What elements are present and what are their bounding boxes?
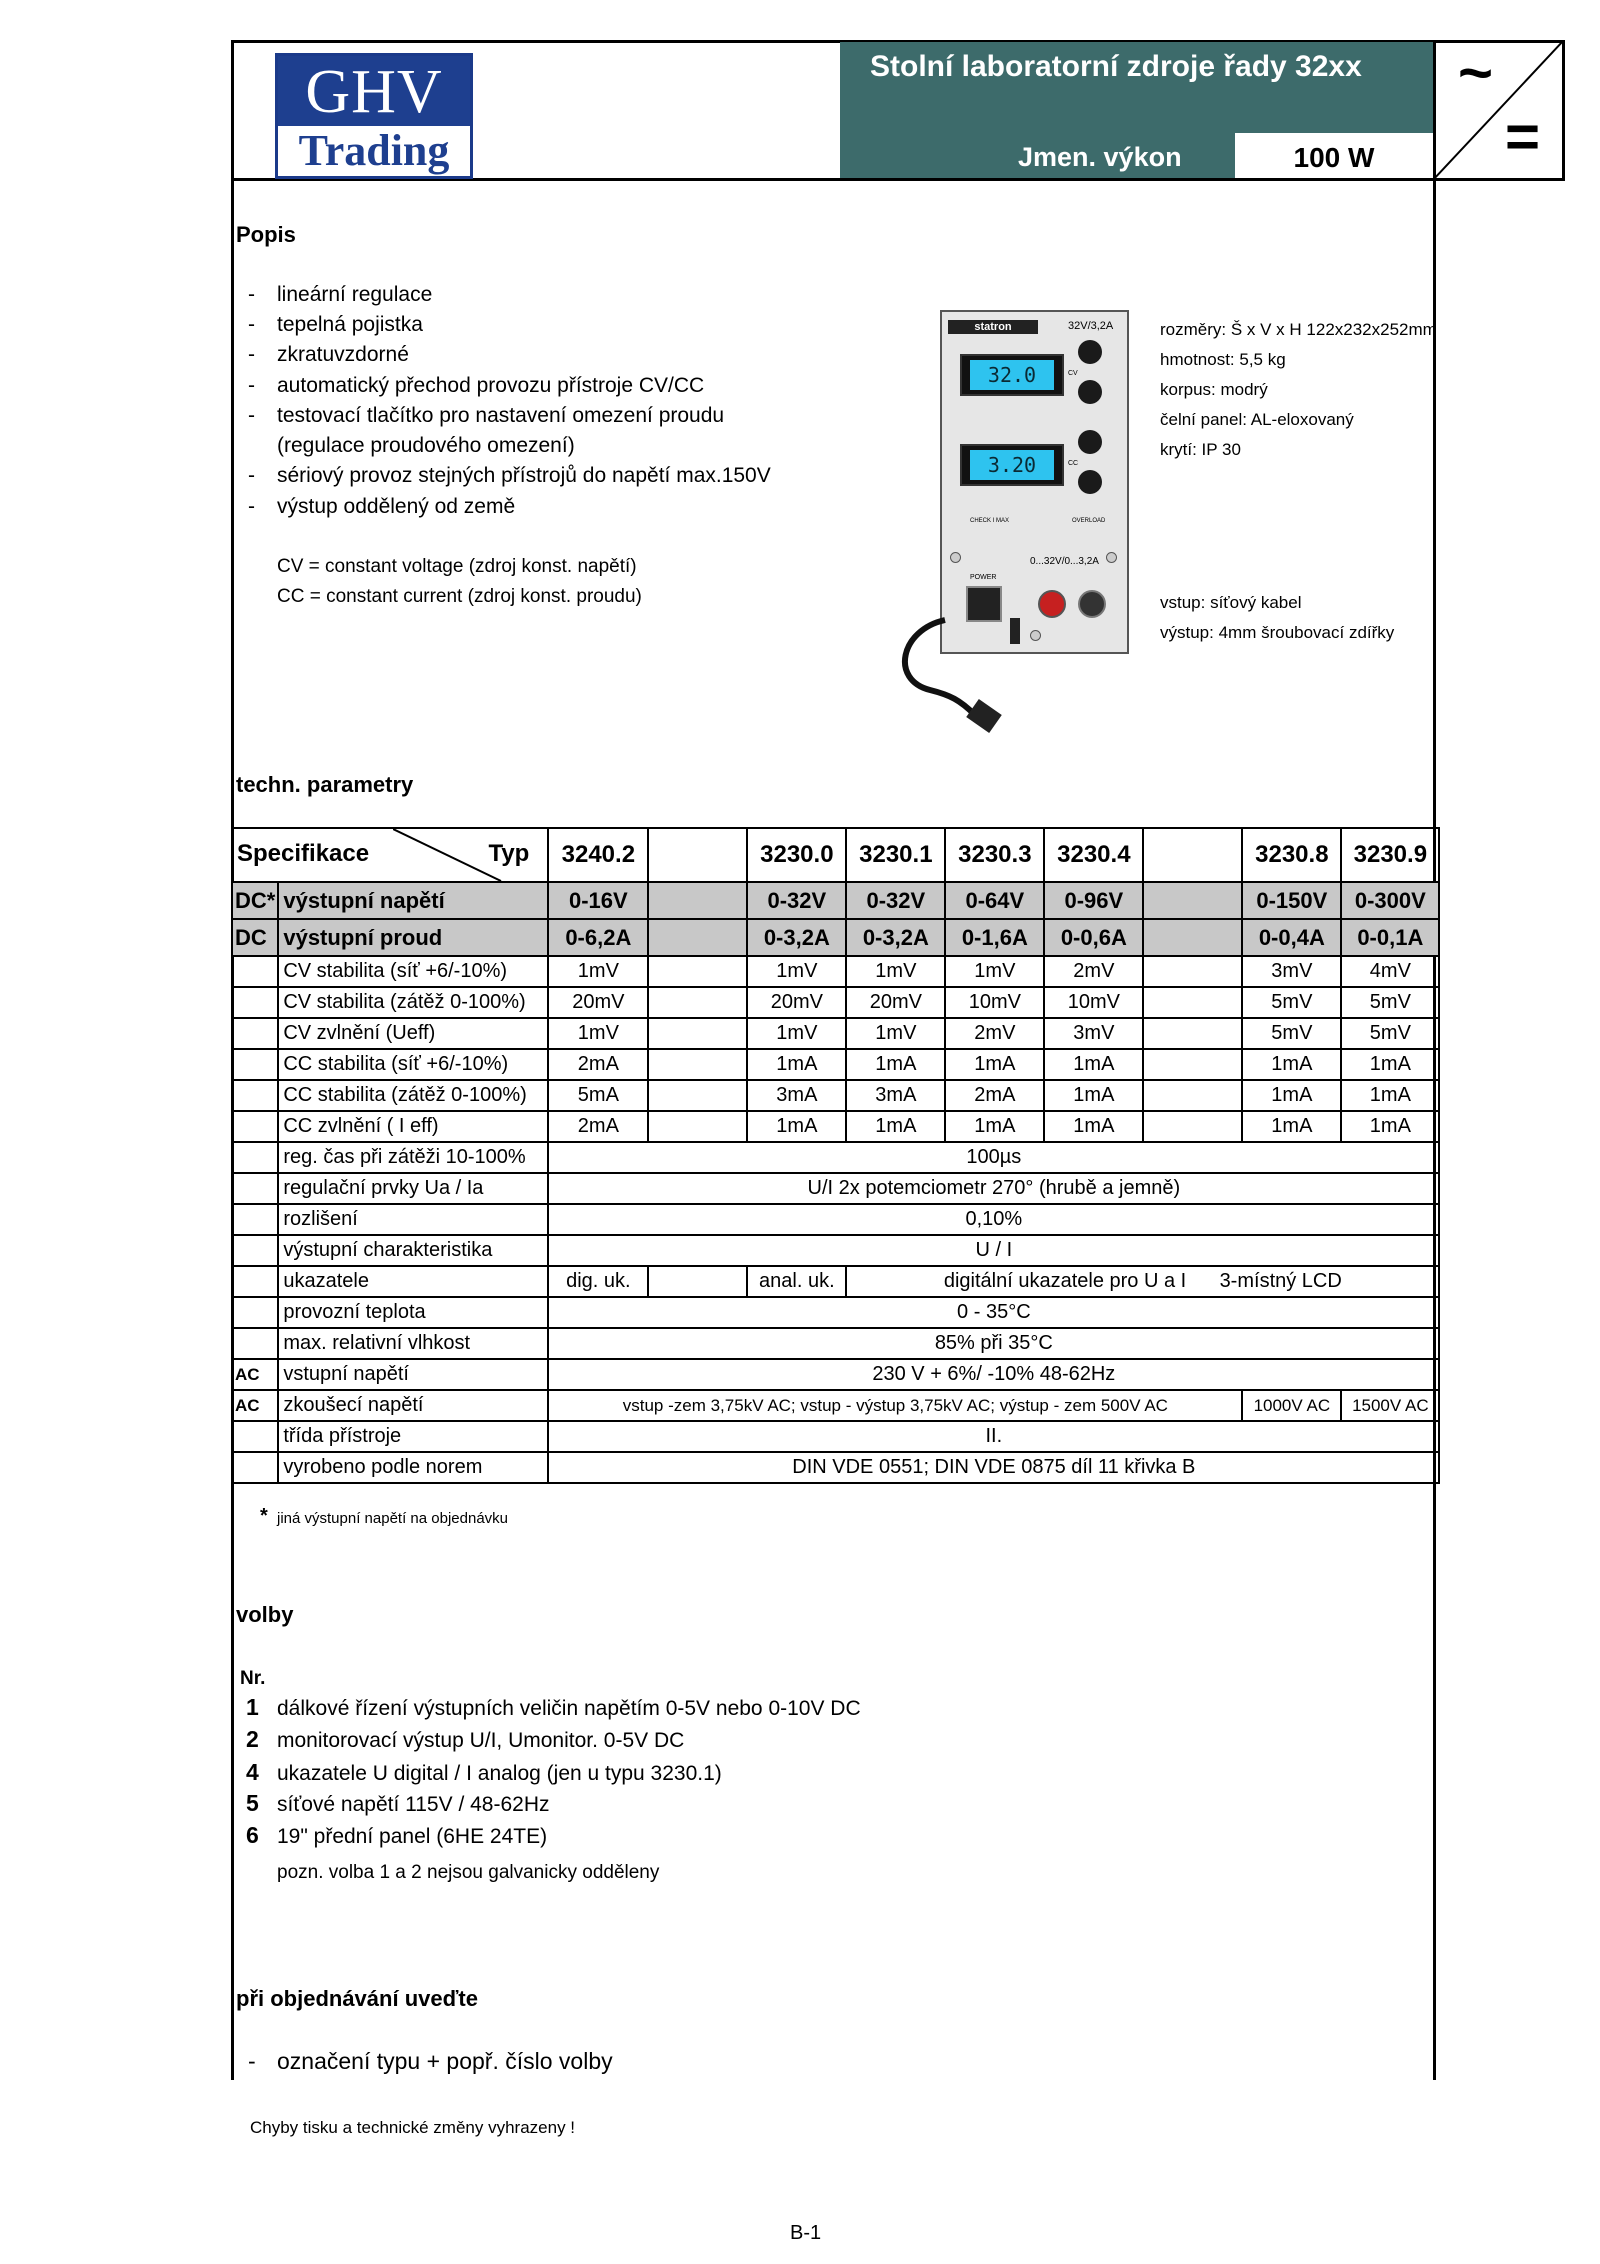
table-cell xyxy=(1143,1049,1242,1080)
cv-note: CV = constant voltage (zdroj konst. napětí) xyxy=(277,556,637,577)
table-cell: 0-32V xyxy=(846,882,945,919)
footnote-text: jiná výstupní napětí na objednávku xyxy=(277,1510,508,1527)
bullet: - xyxy=(248,283,255,306)
list-item: testovací tlačítko pro nastavení omezení proudu xyxy=(277,404,725,427)
table-cell: U / I xyxy=(548,1235,1439,1266)
row-tag xyxy=(232,1173,278,1204)
table-cell: 3mV xyxy=(1044,1018,1143,1049)
row-label: výstupní proud xyxy=(278,919,548,956)
table-cell: 0-300V xyxy=(1341,882,1439,919)
table-cell: 0-150V xyxy=(1242,882,1341,919)
table-row xyxy=(232,1235,1439,1266)
table-cell: 1mV xyxy=(945,956,1044,987)
table-cell xyxy=(648,1111,747,1142)
check-label: CHECK I MAX xyxy=(970,518,1010,524)
table-cell: 1500V AC xyxy=(1341,1390,1439,1421)
prop-weight: hmotnost: 5,5 kg xyxy=(1160,350,1286,369)
row-tag: AC xyxy=(232,1390,278,1421)
table-cell: 0 - 35°C xyxy=(548,1297,1439,1328)
prop-dimensions: rozměry: Š x V x H 122x232x252mm xyxy=(1160,320,1437,339)
nr-label: Nr. xyxy=(240,1668,266,1689)
screw-icon xyxy=(1106,552,1117,563)
table-cell xyxy=(648,1266,747,1297)
row-label: CV zvlnění (Ueff) xyxy=(278,1018,548,1049)
table-cell: 1mA xyxy=(846,1049,945,1080)
overload-label: OVERLOAD xyxy=(1072,518,1106,524)
table-cell: U/I 2x potemciometr 270° (hrubě a jemně) xyxy=(548,1173,1439,1204)
logo-top-text: GHV xyxy=(278,56,470,126)
table-cell: 2mA xyxy=(548,1049,648,1080)
list-item: tepelná pojistka xyxy=(277,313,423,336)
page-number: B-1 xyxy=(790,2222,822,2244)
table-cell: 5mV xyxy=(1341,1018,1439,1049)
minus-terminal xyxy=(1078,590,1106,618)
table-cell xyxy=(1143,987,1242,1018)
table-cell: 1mA xyxy=(945,1111,1044,1142)
ac-dc-diagonal xyxy=(1433,40,1565,181)
disclaimer: Chyby tisku a technické změny vyhrazeny ! xyxy=(250,2118,576,2137)
type-cell: 3240.2 xyxy=(548,828,648,882)
bullet: - xyxy=(248,313,255,336)
table-row xyxy=(232,987,1439,1018)
table-cell: 20mV xyxy=(548,987,648,1018)
table-cell: 0-32V xyxy=(747,882,846,919)
table-cell: 0-0,6A xyxy=(1044,919,1143,956)
bullet: - xyxy=(248,343,255,366)
table-cell: 10mV xyxy=(1044,987,1143,1018)
row-tag xyxy=(232,1111,278,1142)
type-cell: 3230.9 xyxy=(1341,828,1439,882)
bullet: - xyxy=(248,404,255,427)
row-tag: DC xyxy=(232,919,278,956)
current-readout: 3.20 xyxy=(970,450,1054,480)
table-cell: 1mA xyxy=(1341,1111,1439,1142)
row-label: zkoušecí napětí xyxy=(278,1390,548,1421)
row-label: ukazatele xyxy=(278,1266,548,1297)
table-cell: 1mA xyxy=(1242,1111,1341,1142)
table-cell: 5mV xyxy=(1242,1018,1341,1049)
power-cord-icon xyxy=(890,610,1040,740)
option-text: monitorovací výstup U/I, Umonitor. 0-5V DC xyxy=(277,1729,685,1752)
table-cell: 1mV xyxy=(548,1018,648,1049)
spec-table xyxy=(231,827,1440,1484)
voltage-readout: 32.0 xyxy=(970,360,1054,390)
spec-label: Specifikace xyxy=(237,840,370,867)
table-cell: 1mA xyxy=(1242,1080,1341,1111)
type-cell: 3230.0 xyxy=(747,828,846,882)
table-row xyxy=(232,882,1439,919)
table-row xyxy=(232,1297,1439,1328)
table-row xyxy=(232,1049,1439,1080)
table-cell: 1mA xyxy=(1044,1080,1143,1111)
cc-led-label: CC xyxy=(1068,460,1079,467)
order-text: označení typu + popř. číslo volby xyxy=(277,2048,613,2074)
table-cell: 1mA xyxy=(1341,1080,1439,1111)
row-tag xyxy=(232,1018,278,1049)
table-cell: II. xyxy=(548,1421,1439,1452)
cc-note: CC = constant current (zdroj konst. proudu) xyxy=(277,586,642,607)
table-row xyxy=(232,1359,1439,1390)
table-row xyxy=(232,1452,1439,1483)
row-label: CV stabilita (síť +6/-10%) xyxy=(278,956,548,987)
table-cell: 1mA xyxy=(945,1049,1044,1080)
table-cell xyxy=(1143,1080,1242,1111)
table-cell: 2mA xyxy=(945,1080,1044,1111)
table-cell: 5mV xyxy=(1341,987,1439,1018)
current-knob-coarse xyxy=(1078,430,1102,454)
table-cell xyxy=(1143,882,1242,919)
table-cell: dig. uk. xyxy=(548,1266,648,1297)
table-cell: 2mV xyxy=(1044,956,1143,987)
row-label: rozlišení xyxy=(278,1204,548,1235)
table-cell: 0-0,1A xyxy=(1341,919,1439,956)
table-cell: 0-1,6A xyxy=(945,919,1044,956)
table-row xyxy=(232,1328,1439,1359)
row-tag xyxy=(232,1204,278,1235)
table-cell: digitální ukazatele pro U a I 3-místný LCD xyxy=(846,1266,1439,1297)
bullet: - xyxy=(248,464,255,487)
power-label: Jmen. výkon xyxy=(1018,142,1182,172)
type-cell: 3230.4 xyxy=(1044,828,1143,882)
row-tag xyxy=(232,1297,278,1328)
option-text: síťové napětí 115V / 48-62Hz xyxy=(277,1793,550,1816)
power-button-label: POWER xyxy=(970,574,997,581)
document-title: Stolní laboratorní zdroje řady 32xx xyxy=(870,50,1362,83)
list-item: sériový provoz stejných přístrojů do napětí max.150V xyxy=(277,464,771,487)
row-tag xyxy=(232,987,278,1018)
option-text: 19" přední panel (6HE 24TE) xyxy=(277,1825,548,1848)
row-tag xyxy=(232,1080,278,1111)
prop-cover: krytí: IP 30 xyxy=(1160,440,1241,459)
table-cell xyxy=(648,1080,747,1111)
table-cell: 1mV xyxy=(846,1018,945,1049)
footnote-star: * xyxy=(260,1505,268,1527)
table-row xyxy=(232,1421,1439,1452)
plus-terminal xyxy=(1038,590,1066,618)
dc-symbol: = xyxy=(1505,103,1541,170)
table-cell: 3mV xyxy=(1242,956,1341,987)
option-number: 6 xyxy=(246,1822,259,1848)
type-cell: 3230.3 xyxy=(945,828,1044,882)
list-item: lineární regulace xyxy=(277,283,433,306)
table-cell: 1mV xyxy=(747,1018,846,1049)
table-row xyxy=(232,1111,1439,1142)
order-bullet: - xyxy=(248,2048,256,2074)
table-cell: 0-3,2A xyxy=(747,919,846,956)
table-cell: 230 V + 6%/ -10% 48-62Hz xyxy=(548,1359,1439,1390)
table-cell xyxy=(648,1049,747,1080)
logo-bottom-text: Trading xyxy=(298,126,450,175)
type-cell xyxy=(1143,828,1242,882)
table-cell: 5mA xyxy=(548,1080,648,1111)
row-label: CC stabilita (zátěž 0-100%) xyxy=(278,1080,548,1111)
list-item: (regulace proudového omezení) xyxy=(277,434,575,457)
row-tag xyxy=(232,1049,278,1080)
prop-input: vstup: síťový kabel xyxy=(1160,593,1302,612)
row-tag xyxy=(232,956,278,987)
list-item: automatický přechod provozu přístroje CV/CC xyxy=(277,374,705,397)
row-tag xyxy=(232,1328,278,1359)
row-tag: DC* xyxy=(232,882,278,919)
type-cell: 3230.8 xyxy=(1242,828,1341,882)
table-cell: 3mA xyxy=(747,1080,846,1111)
section-heading-volby: volby xyxy=(236,1602,294,1627)
option-number: 5 xyxy=(246,1790,259,1816)
table-header-row xyxy=(232,828,1439,882)
table-cell: 0,10% xyxy=(548,1204,1439,1235)
table-row xyxy=(232,956,1439,987)
table-row xyxy=(232,1390,1439,1421)
row-tag xyxy=(232,1421,278,1452)
table-cell: 5mV xyxy=(1242,987,1341,1018)
table-cell: 20mV xyxy=(846,987,945,1018)
table-cell: 1mA xyxy=(1242,1049,1341,1080)
table-cell: 1mA xyxy=(1341,1049,1439,1080)
voltage-knob-fine xyxy=(1078,380,1102,404)
table-cell: 2mV xyxy=(945,1018,1044,1049)
spec-typ-cell xyxy=(232,828,548,882)
table-row xyxy=(232,1173,1439,1204)
table-cell xyxy=(648,1018,747,1049)
row-label: regulační prvky Ua / Ia xyxy=(278,1173,548,1204)
company-logo xyxy=(275,53,473,179)
model-label: 32V/3,2A xyxy=(1068,320,1114,332)
row-label: reg. čas při zátěži 10-100% xyxy=(278,1142,548,1173)
table-row xyxy=(232,1142,1439,1173)
table-cell: 1mA xyxy=(747,1111,846,1142)
table-cell: anal. uk. xyxy=(747,1266,846,1297)
header-diagonal xyxy=(393,829,533,881)
row-label: CC zvlnění ( I eff) xyxy=(278,1111,548,1142)
table-cell: 0-96V xyxy=(1044,882,1143,919)
cv-led-label: CV xyxy=(1068,370,1078,377)
table-row xyxy=(232,1080,1439,1111)
table-cell: 1mV xyxy=(548,956,648,987)
row-label: vyrobeno podle norem xyxy=(278,1452,548,1483)
row-label: třída přístroje xyxy=(278,1421,548,1452)
table-cell: 0-64V xyxy=(945,882,1044,919)
section-heading-popis: Popis xyxy=(236,222,296,247)
table-cell: 4mV xyxy=(1341,956,1439,987)
option-text: ukazatele U digital / I analog (jen u typu 3230.1) xyxy=(277,1762,722,1785)
prop-body: korpus: modrý xyxy=(1160,380,1268,399)
table-row xyxy=(232,919,1439,956)
table-cell: 20mV xyxy=(747,987,846,1018)
table-cell xyxy=(648,882,747,919)
current-knob-fine xyxy=(1078,470,1102,494)
option-number: 1 xyxy=(246,1694,259,1720)
table-cell: 10mV xyxy=(945,987,1044,1018)
table-cell: 1mV xyxy=(747,956,846,987)
row-tag xyxy=(232,1452,278,1483)
screw-icon xyxy=(950,552,961,563)
option-number: 4 xyxy=(246,1759,259,1785)
table-cell xyxy=(1143,1111,1242,1142)
row-tag: AC xyxy=(232,1359,278,1390)
table-cell: 1000V AC xyxy=(1242,1390,1341,1421)
table-cell: 1mA xyxy=(846,1111,945,1142)
row-label: vstupní napětí xyxy=(278,1359,548,1390)
type-cell: 3230.1 xyxy=(846,828,945,882)
table-cell: 3mA xyxy=(846,1080,945,1111)
row-tag xyxy=(232,1266,278,1297)
row-tag xyxy=(232,1142,278,1173)
table-row xyxy=(232,1266,1439,1297)
table-cell: 0-3,2A xyxy=(846,919,945,956)
prop-panel: čelní panel: AL-eloxovaný xyxy=(1160,410,1354,429)
statron-logo: statron xyxy=(948,320,1038,334)
table-cell: vstup -zem 3,75kV AC; vstup - výstup 3,75kV AC; výstup - zem 500V AC xyxy=(548,1390,1242,1421)
prop-output: výstup: 4mm šroubovací zdířky xyxy=(1160,623,1395,642)
table-cell: 85% při 35°C xyxy=(548,1328,1439,1359)
table-cell: 0-16V xyxy=(548,882,648,919)
table-cell: 100µs xyxy=(548,1142,1439,1173)
voltage-display xyxy=(960,354,1064,396)
ac-symbol: ~ xyxy=(1458,39,1494,106)
row-label: CC stabilita (síť +6/-10%) xyxy=(278,1049,548,1080)
table-cell xyxy=(648,956,747,987)
bullet: - xyxy=(248,374,255,397)
table-row xyxy=(232,1018,1439,1049)
section-heading-tech: techn. parametry xyxy=(236,772,414,797)
power-value: 100 W xyxy=(1235,133,1433,178)
bullet: - xyxy=(248,495,255,518)
row-label: provozní teplota xyxy=(278,1297,548,1328)
table-cell xyxy=(1143,956,1242,987)
row-label: výstupní charakteristika xyxy=(278,1235,548,1266)
list-item: výstup oddělený od země xyxy=(277,495,516,518)
row-label: výstupní napětí xyxy=(278,882,548,919)
row-label: CV stabilita (zátěž 0-100%) xyxy=(278,987,548,1018)
range-label: 0...32V/0...3,2A xyxy=(1030,556,1099,567)
table-cell xyxy=(1143,1018,1242,1049)
type-cell xyxy=(648,828,747,882)
power-supply-image xyxy=(940,310,1129,654)
voltage-knob-coarse xyxy=(1078,340,1102,364)
table-cell: 1mV xyxy=(846,956,945,987)
option-number: 2 xyxy=(246,1726,259,1752)
table-cell: DIN VDE 0551; DIN VDE 0875 díl 11 křivka B xyxy=(548,1452,1439,1483)
list-item: zkratuvzdorné xyxy=(277,343,409,366)
table-cell: 1mA xyxy=(747,1049,846,1080)
table-cell xyxy=(1143,919,1242,956)
row-label: max. relativní vlhkost xyxy=(278,1328,548,1359)
table-cell: 0-6,2A xyxy=(548,919,648,956)
table-row xyxy=(232,1204,1439,1235)
type-label: Typ xyxy=(488,840,530,867)
table-cell xyxy=(648,919,747,956)
option-text: dálkové řízení výstupních veličin napětím 0-5V nebo 0-10V DC xyxy=(277,1697,861,1720)
table-cell: 1mA xyxy=(1044,1049,1143,1080)
table-cell: 1mA xyxy=(1044,1111,1143,1142)
current-display xyxy=(960,444,1064,486)
section-heading-order: při objednávání uveďte xyxy=(236,1986,478,2011)
table-cell: 0-0,4A xyxy=(1242,919,1341,956)
row-tag xyxy=(232,1235,278,1266)
table-cell: 2mA xyxy=(548,1111,648,1142)
table-cell xyxy=(648,987,747,1018)
volby-note: pozn. volba 1 a 2 nejsou galvanicky odděleny xyxy=(277,1862,660,1883)
